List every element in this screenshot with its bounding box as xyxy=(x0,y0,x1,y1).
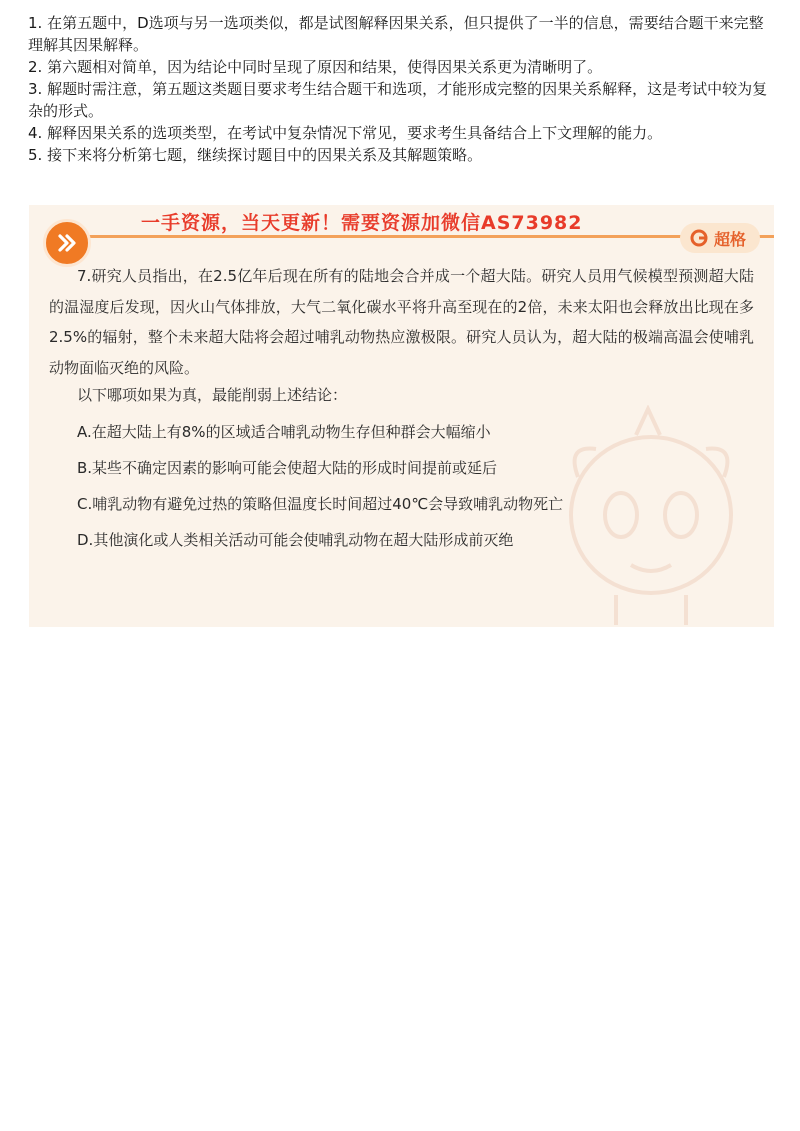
note-item: 3. 解题时需注意，第五题这类题目要求考生结合题干和选项，才能形成完整的因果关系解释，这是考试中较为复杂的形式。 xyxy=(28,80,768,120)
question-image-card xyxy=(29,205,774,627)
option-c: C.哺乳动物有避免过热的策略但温度长时间超过40℃会导致哺乳动物死亡 xyxy=(77,495,564,513)
brand-name: 超格 xyxy=(713,229,746,249)
brand-tag xyxy=(680,223,760,253)
note-item: 5. 接下来将分析第七题，继续探讨题目中的因果关系及其解题策略。 xyxy=(28,146,483,164)
unicorn-mascot-watermark xyxy=(556,405,756,625)
header-divider xyxy=(77,235,774,238)
card-header xyxy=(29,205,774,257)
brand-logo-icon xyxy=(690,229,708,247)
note-item: 1. 在第五题中，D选项与另一选项类似，都是试图解释因果关系，但只提供了一半的信息，需要结合题干来完整理解其因果解释。 xyxy=(28,14,764,54)
promo-banner: 一手资源，当天更新！需要资源加微信AS73982 xyxy=(141,212,583,234)
option-b: B.某些不确定因素的影响可能会使超大陆的形成时间提前或延后 xyxy=(77,459,498,477)
option-d: D.其他演化或人类相关活动可能会使哺乳动物在超大陆形成前灭绝 xyxy=(77,531,514,549)
note-item: 2. 第六题相对简单，因为结论中同时呈现了原因和结果，使得因果关系更为清晰明了。 xyxy=(28,58,603,76)
question-prompt: 以下哪项如果为真，最能削弱上述结论： xyxy=(77,386,348,404)
notes-list xyxy=(28,12,778,166)
option-a: A.在超大陆上有8%的区域适合哺乳动物生存但种群会大幅缩小 xyxy=(77,423,491,441)
note-item: 4. 解释因果关系的选项类型，在考试中复杂情况下常见，要求考生具备结合上下文理解的能力。 xyxy=(28,124,663,142)
question-text: 7.研究人员指出，在2.5亿年后现在所有的陆地会合并成一个超大陆。研究人员用气候模型预测超大陆的温湿度后发现，因火山气体排放，大气二氧化碳水平将升高至现在的2倍，未来太阳也会释放出比现在多2.5%的辐射，整个未来超大陆将会超过哺乳动物热应激极限。研究人员认为，超大陆的极端高温会使哺乳动物面临灭绝的风险。 xyxy=(49,267,754,377)
double-chevron-right-icon xyxy=(43,219,91,267)
